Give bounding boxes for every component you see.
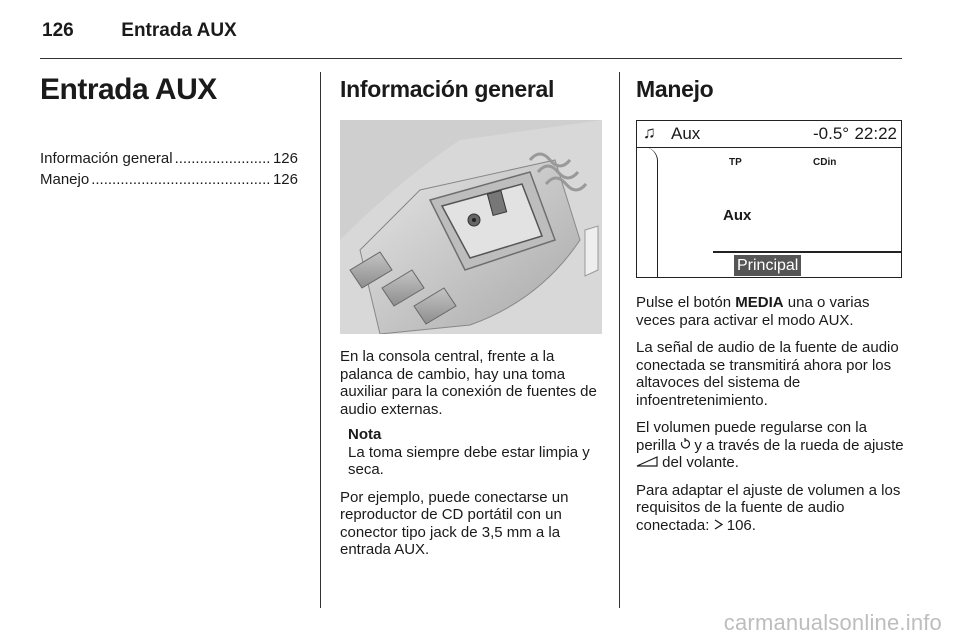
display-main-label: Aux: [723, 207, 752, 224]
header-section-title: Entrada AUX: [121, 20, 237, 41]
steering-wheel-adjust-icon: [636, 455, 658, 467]
display-cdin-indicator: CDin: [813, 157, 837, 168]
toc-column: [40, 72, 298, 190]
display-principal-softkey: Principal: [734, 255, 801, 276]
paragraph-aux-location: En la consola central, frente a la palanca de cambio, hay una toma auxiliar para la conexión de fuentes de audio externas.: [340, 348, 597, 418]
display-tp-indicator: TP: [729, 157, 742, 168]
text-span: El volumen puede regularse con la perilla: [636, 419, 867, 454]
toc-entry-manejo[interactable]: [40, 169, 298, 190]
infotainment-display: [636, 120, 902, 278]
toc-page: 126: [272, 150, 298, 167]
paragraph-volume: [636, 419, 904, 472]
page-reference-arrow-icon: [714, 519, 723, 530]
paragraph-media-button: [636, 294, 904, 329]
watermark: carmanualsonline.info: [723, 610, 942, 635]
text-span: del volante.: [658, 454, 739, 471]
music-note-icon: ♫: [643, 123, 656, 142]
operation-column: [636, 72, 904, 534]
text-span: Pulse el botón: [636, 294, 736, 311]
media-key-label: MEDIA: [735, 294, 784, 311]
page-header: [42, 20, 237, 42]
header-rule: [40, 58, 902, 59]
display-temperature: -0.5°: [813, 124, 850, 143]
paragraph-audio-signal: La señal de audio de la fuente de audio conectada se transmitirá ahora por los altavoces del sistema de infoentretenimiento.: [636, 339, 899, 409]
toc-label: Información general: [40, 150, 173, 167]
section-title-manejo: Manejo: [636, 76, 714, 102]
chapter-title: Entrada AUX: [40, 73, 217, 106]
display-source: Aux: [671, 124, 701, 143]
text-span: una o varias veces para activar el modo AUX.: [636, 294, 870, 329]
section-title-general: Información general: [340, 76, 555, 102]
text-span: y a través de la rueda de ajuste: [690, 436, 904, 454]
text-span: Para adaptar el ajuste de volumen a los requisitos de la fuente de audio conectada:: [636, 481, 901, 534]
note-title: Nota: [348, 426, 382, 443]
column-divider-1: [320, 72, 321, 608]
note-box: [348, 426, 602, 479]
toc-label: Manejo: [40, 171, 90, 188]
aux-socket-illustration: [340, 120, 602, 334]
display-clock: 22:22: [854, 124, 897, 143]
volume-knob-icon: [680, 438, 690, 450]
display-status-bar: [637, 121, 901, 148]
toc-entry-informacion-general[interactable]: [40, 148, 298, 169]
toc-leader-dots: [175, 148, 271, 169]
toc-page: 126: [272, 171, 298, 188]
aux-socket-drawing: [340, 120, 602, 334]
note-text: La toma siempre debe estar limpia y seca.: [348, 443, 590, 478]
page-reference[interactable]: 106.: [726, 516, 756, 534]
display-left-frame: [637, 147, 658, 277]
toc-leader-dots: [91, 169, 271, 190]
paragraph-volume-adapt: [636, 482, 904, 535]
display-divider: [713, 251, 901, 253]
paragraph-example: Por ejemplo, puede conectarse un reproductor de CD portátil con un conector tipo jack de 3,5 mm a la entrada AUX.: [340, 488, 569, 558]
table-of-contents: [40, 148, 298, 190]
column-divider-2: [619, 72, 620, 608]
general-info-column: [340, 72, 602, 559]
page-number: 126: [42, 20, 74, 41]
